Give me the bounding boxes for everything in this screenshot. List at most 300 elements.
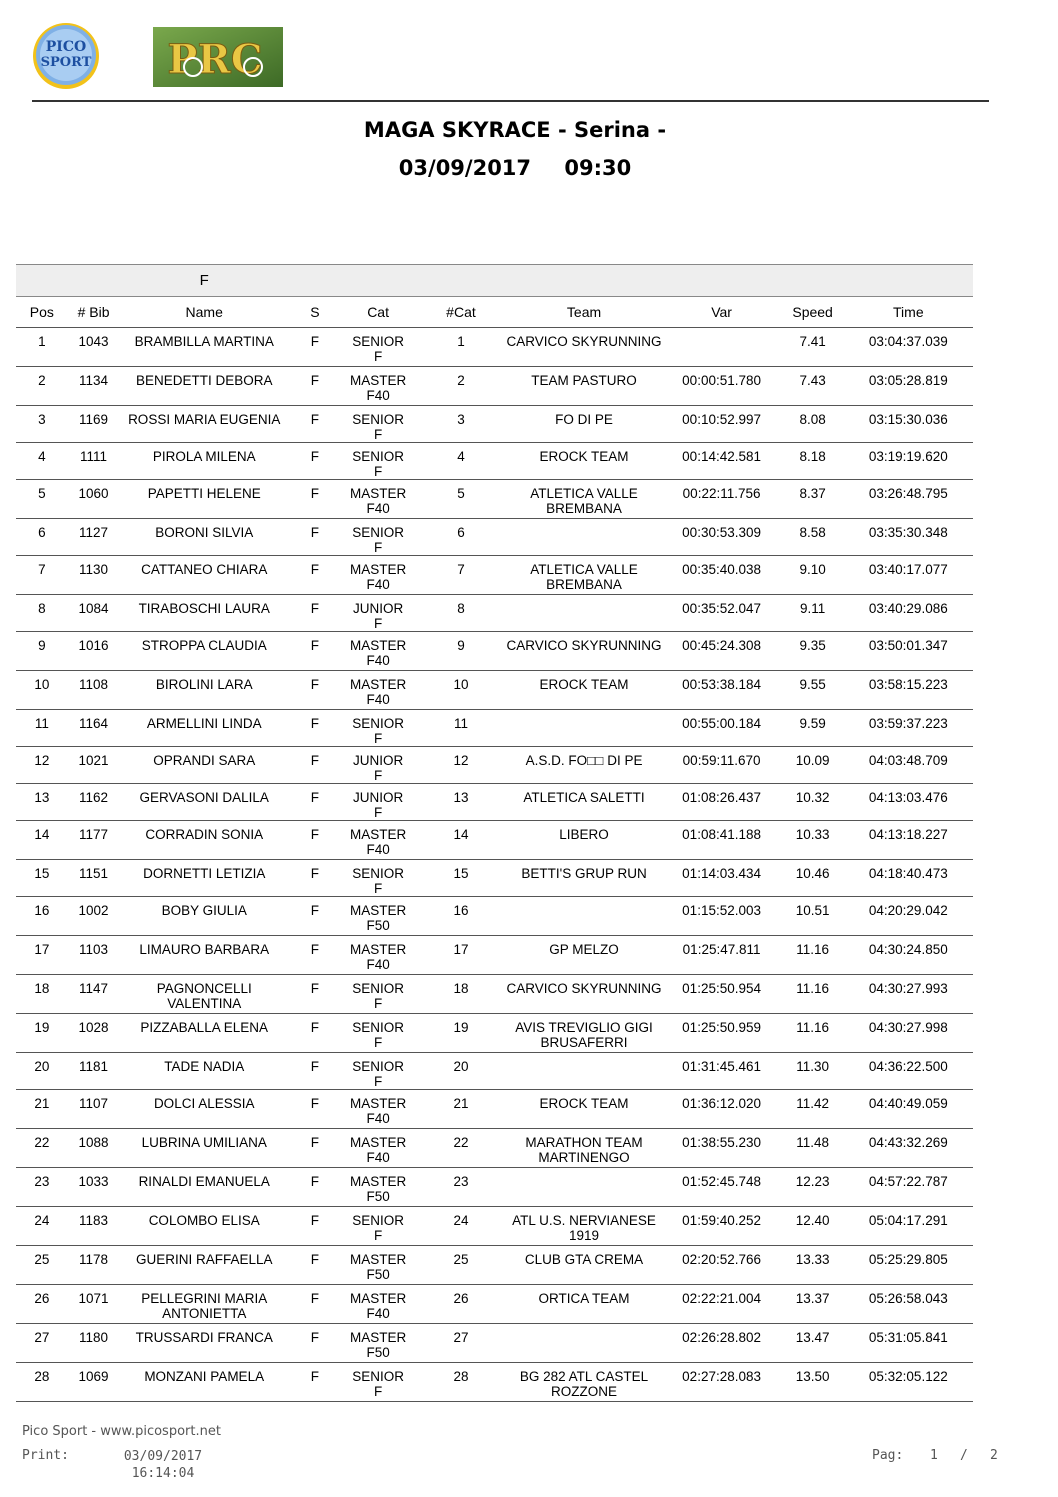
cell-var bbox=[662, 556, 782, 595]
cell-speed-text: 8.18 bbox=[799, 449, 826, 464]
cell-name bbox=[119, 595, 289, 632]
cell-name-text: LIMAURO BARBARA bbox=[139, 942, 270, 957]
col-header-team: Team bbox=[506, 297, 661, 328]
cell-name-text: TRUSSARDI FRANCA bbox=[135, 1330, 273, 1345]
cell-cat-text: MASTER F40 bbox=[349, 486, 407, 516]
cell-speed-text: 10.33 bbox=[795, 827, 830, 842]
cell-var bbox=[662, 367, 782, 406]
cell-time-text: 03:40:29.086 bbox=[868, 601, 948, 616]
cell-speed bbox=[782, 556, 844, 595]
cell-pos-text: 17 bbox=[34, 942, 50, 957]
cell-sex-text: F bbox=[310, 1213, 319, 1228]
cell-time-text: 04:20:29.042 bbox=[868, 903, 948, 918]
cell-bib bbox=[68, 1207, 120, 1246]
cell-bib-text: 1069 bbox=[78, 1369, 109, 1384]
cell-speed bbox=[782, 747, 844, 784]
cell-catpos bbox=[415, 1090, 506, 1129]
cell-cat bbox=[341, 1363, 416, 1402]
cell-bib bbox=[68, 784, 120, 821]
pico-sport-logo bbox=[30, 20, 104, 90]
cell-speed-text: 13.47 bbox=[795, 1330, 830, 1345]
cell-catpos-text: 3 bbox=[457, 412, 465, 427]
cell-cat bbox=[341, 1246, 416, 1285]
cell-catpos bbox=[415, 1207, 506, 1246]
cell-sex bbox=[289, 1129, 341, 1168]
cell-var-text: 00:35:52.047 bbox=[682, 601, 761, 616]
cell-catpos-text: 21 bbox=[453, 1096, 469, 1111]
col-header-cat: Cat bbox=[341, 297, 416, 328]
cell-catpos-text: 15 bbox=[453, 866, 469, 881]
cell-team-text: FO DI PE bbox=[555, 412, 613, 427]
cell-name bbox=[119, 1285, 289, 1324]
footer-page-total: 2 bbox=[990, 1448, 998, 1463]
cell-bib-text: 1021 bbox=[78, 753, 109, 768]
cell-catpos-text: 13 bbox=[453, 790, 469, 805]
cell-var-text: 01:52:45.748 bbox=[682, 1174, 761, 1189]
cell-time bbox=[844, 860, 973, 897]
table-row bbox=[16, 936, 973, 975]
cell-team bbox=[506, 1363, 661, 1402]
cell-time bbox=[844, 519, 973, 556]
cell-cat-text: SENIOR F bbox=[352, 981, 404, 1011]
cell-sex-text: F bbox=[310, 373, 319, 388]
cell-team bbox=[506, 443, 661, 480]
cell-pos-text: 12 bbox=[34, 753, 50, 768]
cell-bib bbox=[68, 632, 120, 671]
cell-pos-text: 5 bbox=[38, 486, 46, 501]
cell-catpos-text: 8 bbox=[457, 601, 465, 616]
cell-team-text: BG 282 ATL CASTEL ROZZONE bbox=[519, 1369, 649, 1399]
cell-team bbox=[506, 784, 661, 821]
cell-time bbox=[844, 1014, 973, 1053]
cell-pos-text: 8 bbox=[38, 601, 46, 616]
cell-bib bbox=[68, 1168, 120, 1207]
cell-var bbox=[662, 784, 782, 821]
cell-name bbox=[119, 519, 289, 556]
cell-bib-text: 1071 bbox=[78, 1291, 109, 1306]
cell-speed bbox=[782, 860, 844, 897]
cell-time bbox=[844, 821, 973, 860]
cell-cat bbox=[341, 519, 416, 556]
cell-team bbox=[506, 556, 661, 595]
cell-cat bbox=[341, 1207, 416, 1246]
cell-var bbox=[662, 897, 782, 936]
cell-pos bbox=[16, 1090, 68, 1129]
cell-speed-text: 9.55 bbox=[799, 677, 826, 692]
cell-bib bbox=[68, 671, 120, 710]
cell-name-text: PELLEGRINI MARIA ANTONIETTA bbox=[141, 1291, 268, 1321]
cell-cat bbox=[341, 556, 416, 595]
cell-pos bbox=[16, 975, 68, 1014]
cell-team-text: ORTICA TEAM bbox=[538, 1291, 630, 1306]
cell-sex-text: F bbox=[310, 1330, 319, 1345]
cell-time-text: 04:30:24.850 bbox=[868, 942, 948, 957]
cell-cat-text: MASTER F50 bbox=[349, 903, 407, 933]
cell-pos bbox=[16, 710, 68, 747]
cell-cat-text: SENIOR F bbox=[352, 866, 404, 896]
cell-bib-text: 1107 bbox=[79, 1096, 109, 1111]
cell-team bbox=[506, 1285, 661, 1324]
cell-time-text: 03:19:19.620 bbox=[868, 449, 948, 464]
cell-sex bbox=[289, 519, 341, 556]
cell-time bbox=[844, 1246, 973, 1285]
cell-var-text: 00:35:40.038 bbox=[682, 562, 761, 577]
footer-pagination bbox=[872, 1448, 998, 1463]
cell-pos bbox=[16, 1207, 68, 1246]
table-row bbox=[16, 1207, 973, 1246]
table-row bbox=[16, 443, 973, 480]
cell-sex bbox=[289, 1014, 341, 1053]
cell-var bbox=[662, 1207, 782, 1246]
cell-catpos-text: 10 bbox=[453, 677, 469, 692]
cell-cat bbox=[341, 784, 416, 821]
cell-catpos-text: 18 bbox=[453, 981, 469, 996]
cell-sex-text: F bbox=[310, 1096, 319, 1111]
cell-team-text: CARVICO SKYRUNNING bbox=[506, 981, 662, 996]
cell-pos-text: 20 bbox=[34, 1059, 50, 1074]
cell-speed bbox=[782, 1207, 844, 1246]
cell-sex-text: F bbox=[310, 1174, 319, 1189]
cell-bib bbox=[68, 1246, 120, 1285]
cell-pos bbox=[16, 936, 68, 975]
cell-sex-text: F bbox=[310, 525, 319, 540]
cell-catpos bbox=[415, 328, 506, 367]
cell-bib-text: 1088 bbox=[78, 1135, 109, 1150]
cell-cat bbox=[341, 1324, 416, 1363]
cell-speed bbox=[782, 367, 844, 406]
cell-catpos bbox=[415, 936, 506, 975]
cell-speed bbox=[782, 519, 844, 556]
cell-cat bbox=[341, 1129, 416, 1168]
cell-var-text: 01:36:12.020 bbox=[682, 1096, 761, 1111]
cell-speed-text: 10.32 bbox=[795, 790, 830, 805]
table-row bbox=[16, 975, 973, 1014]
cell-sex-text: F bbox=[310, 449, 319, 464]
cell-speed-text: 11.48 bbox=[796, 1135, 829, 1150]
cell-catpos-text: 7 bbox=[457, 562, 465, 577]
cell-time bbox=[844, 632, 973, 671]
cell-sex bbox=[289, 936, 341, 975]
cell-sex bbox=[289, 784, 341, 821]
cell-cat bbox=[341, 975, 416, 1014]
cell-time bbox=[844, 784, 973, 821]
cell-name-text: PIROLA MILENA bbox=[152, 449, 256, 464]
cell-pos-text: 23 bbox=[34, 1174, 50, 1189]
cell-bib bbox=[68, 1129, 120, 1168]
cell-team bbox=[506, 1207, 661, 1246]
cell-speed-text: 12.23 bbox=[795, 1174, 830, 1189]
cell-catpos-text: 9 bbox=[457, 638, 465, 653]
cell-pos bbox=[16, 1324, 68, 1363]
cell-pos-text: 18 bbox=[34, 981, 50, 996]
cell-team-text bbox=[506, 519, 661, 525]
cell-pos-text: 7 bbox=[38, 562, 46, 577]
cell-sex bbox=[289, 367, 341, 406]
cell-cat bbox=[341, 1285, 416, 1324]
cell-catpos bbox=[415, 519, 506, 556]
cell-catpos bbox=[415, 897, 506, 936]
cell-bib-text: 1183 bbox=[79, 1213, 109, 1228]
footer-print-time: 16:14:04 bbox=[131, 1466, 195, 1481]
cell-name bbox=[119, 556, 289, 595]
cell-team-text bbox=[506, 1168, 661, 1174]
cell-time-text: 03:59:37.223 bbox=[868, 716, 948, 731]
cell-pos-text: 19 bbox=[34, 1020, 50, 1035]
cell-catpos-text: 1 bbox=[457, 334, 465, 349]
cell-pos-text: 15 bbox=[34, 866, 50, 881]
cell-name bbox=[119, 1324, 289, 1363]
cell-time bbox=[844, 406, 973, 443]
cell-catpos bbox=[415, 406, 506, 443]
cell-time bbox=[844, 1053, 973, 1090]
cell-speed-text: 7.41 bbox=[799, 334, 826, 349]
cell-name bbox=[119, 328, 289, 367]
cell-team-text: CLUB GTA CREMA bbox=[524, 1252, 644, 1267]
cell-name-text: PAGNONCELLI VALENTINA bbox=[156, 981, 252, 1011]
table-row bbox=[16, 1090, 973, 1129]
cell-team-text: EROCK TEAM bbox=[539, 677, 629, 692]
cell-var-text: 02:22:21.004 bbox=[682, 1291, 761, 1306]
table-row bbox=[16, 1324, 973, 1363]
cell-time bbox=[844, 671, 973, 710]
cell-catpos bbox=[415, 1014, 506, 1053]
cell-name bbox=[119, 480, 289, 519]
cell-team-text: GP MELZO bbox=[549, 942, 619, 957]
cell-name bbox=[119, 784, 289, 821]
cell-var bbox=[662, 1285, 782, 1324]
cell-bib bbox=[68, 328, 120, 367]
cell-cat bbox=[341, 480, 416, 519]
race-datetime bbox=[0, 156, 1030, 180]
cell-bib bbox=[68, 443, 120, 480]
cell-cat bbox=[341, 1014, 416, 1053]
cell-team-text: ATLETICA VALLE BREMBANA bbox=[530, 486, 638, 516]
cell-pos bbox=[16, 443, 68, 480]
cell-bib bbox=[68, 710, 120, 747]
cell-sex-text: F bbox=[310, 486, 319, 501]
cell-speed-text: 9.35 bbox=[799, 638, 826, 653]
column-header-row bbox=[16, 297, 973, 328]
cell-cat bbox=[341, 1168, 416, 1207]
cell-team bbox=[506, 367, 661, 406]
cell-team-text: EROCK TEAM bbox=[539, 449, 629, 464]
cell-name-text: DORNETTI LETIZIA bbox=[143, 866, 266, 881]
cell-var-text: 00:59:11.670 bbox=[682, 753, 761, 768]
cell-cat-text: SENIOR F bbox=[352, 525, 404, 555]
cell-catpos bbox=[415, 1324, 506, 1363]
cell-sex bbox=[289, 595, 341, 632]
cell-sex-text: F bbox=[310, 942, 319, 957]
cell-pos-text: 6 bbox=[38, 525, 46, 540]
table-row bbox=[16, 1363, 973, 1402]
cell-cat bbox=[341, 406, 416, 443]
cell-sex bbox=[289, 443, 341, 480]
cell-team-text: A.S.D. FO□□ DI PE bbox=[525, 753, 643, 768]
cell-var bbox=[662, 710, 782, 747]
cell-pos-text: 22 bbox=[34, 1135, 50, 1150]
cell-cat bbox=[341, 595, 416, 632]
table-row bbox=[16, 406, 973, 443]
cell-name-text: ARMELLINI LINDA bbox=[146, 716, 262, 731]
cell-team bbox=[506, 595, 661, 632]
cell-var bbox=[662, 975, 782, 1014]
cell-bib bbox=[68, 860, 120, 897]
cell-sex bbox=[289, 1246, 341, 1285]
cell-speed-text: 10.46 bbox=[795, 866, 830, 881]
cell-bib-text: 1002 bbox=[78, 903, 109, 918]
cell-time bbox=[844, 1129, 973, 1168]
cell-speed-text: 11.16 bbox=[796, 942, 829, 957]
cell-name bbox=[119, 1014, 289, 1053]
cell-pos-text: 16 bbox=[34, 903, 50, 918]
cell-sex-text: F bbox=[310, 1369, 319, 1384]
cell-speed bbox=[782, 936, 844, 975]
cell-team-text: ATL U.S. NERVIANESE 1919 bbox=[512, 1213, 656, 1243]
cell-name-text: DOLCI ALESSIA bbox=[153, 1096, 255, 1111]
cell-speed bbox=[782, 1168, 844, 1207]
cell-time-text: 03:58:15.223 bbox=[868, 677, 948, 692]
cell-catpos bbox=[415, 1168, 506, 1207]
col-header-speed: Speed bbox=[782, 297, 844, 328]
cell-bib-text: 1164 bbox=[79, 716, 109, 731]
cell-var-text bbox=[662, 328, 782, 334]
table-row bbox=[16, 784, 973, 821]
cell-catpos-text: 5 bbox=[457, 486, 465, 501]
cell-team-text: CARVICO SKYRUNNING bbox=[506, 334, 662, 349]
cell-team-text bbox=[506, 1324, 661, 1330]
cell-time bbox=[844, 747, 973, 784]
cell-catpos-text: 14 bbox=[453, 827, 469, 842]
cell-sex bbox=[289, 1090, 341, 1129]
cell-team-text: ATLETICA SALETTI bbox=[523, 790, 645, 805]
cell-sex-text: F bbox=[310, 601, 319, 616]
table-row bbox=[16, 556, 973, 595]
cell-cat-text: SENIOR F bbox=[352, 412, 404, 442]
cell-time bbox=[844, 710, 973, 747]
cell-time bbox=[844, 975, 973, 1014]
results-table bbox=[16, 264, 973, 1402]
cell-time bbox=[844, 556, 973, 595]
cell-bib bbox=[68, 406, 120, 443]
cell-team-text: BETTI'S GRUP RUN bbox=[521, 866, 647, 881]
cell-pos-text: 10 bbox=[34, 677, 50, 692]
cell-pos bbox=[16, 556, 68, 595]
cell-speed-text: 13.37 bbox=[795, 1291, 830, 1306]
cell-team bbox=[506, 1014, 661, 1053]
cell-catpos bbox=[415, 671, 506, 710]
cell-name-text: COLOMBO ELISA bbox=[148, 1213, 260, 1228]
cell-sex-text: F bbox=[310, 1291, 319, 1306]
cell-sex bbox=[289, 1363, 341, 1402]
cell-sex bbox=[289, 1207, 341, 1246]
cell-team bbox=[506, 936, 661, 975]
cell-sex bbox=[289, 406, 341, 443]
cell-pos bbox=[16, 821, 68, 860]
cell-catpos-text: 20 bbox=[453, 1059, 469, 1074]
cell-pos bbox=[16, 632, 68, 671]
cell-cat-text: MASTER F40 bbox=[349, 638, 407, 668]
cell-var-text: 00:00:51.780 bbox=[682, 373, 761, 388]
cell-speed-text: 8.37 bbox=[799, 486, 826, 501]
cell-sex bbox=[289, 821, 341, 860]
cell-var bbox=[662, 632, 782, 671]
table-row bbox=[16, 1285, 973, 1324]
cell-time-text: 04:30:27.998 bbox=[868, 1020, 948, 1035]
cell-catpos-text: 16 bbox=[453, 903, 469, 918]
cell-sex-text: F bbox=[310, 1252, 319, 1267]
cell-cat-text: MASTER F40 bbox=[349, 1135, 407, 1165]
cell-bib bbox=[68, 1090, 120, 1129]
group-label: F bbox=[119, 265, 289, 297]
header-rule bbox=[32, 100, 989, 102]
cell-name bbox=[119, 1053, 289, 1090]
cell-catpos bbox=[415, 821, 506, 860]
cell-bib-text: 1178 bbox=[79, 1252, 109, 1267]
cell-time bbox=[844, 897, 973, 936]
cell-cat bbox=[341, 1090, 416, 1129]
cell-team-text: TEAM PASTURO bbox=[531, 373, 637, 388]
cell-var bbox=[662, 443, 782, 480]
table-row bbox=[16, 671, 973, 710]
cell-name-text: BOBY GIULIA bbox=[161, 903, 247, 918]
cell-team bbox=[506, 519, 661, 556]
cell-speed bbox=[782, 443, 844, 480]
cell-bib-text: 1162 bbox=[79, 790, 109, 805]
cell-time-text: 03:15:30.036 bbox=[868, 412, 948, 427]
cell-bib bbox=[68, 821, 120, 860]
cell-bib-text: 1043 bbox=[78, 334, 109, 349]
cell-catpos bbox=[415, 367, 506, 406]
cell-time-text: 04:18:40.473 bbox=[868, 866, 948, 881]
cell-catpos bbox=[415, 747, 506, 784]
cell-speed bbox=[782, 897, 844, 936]
cell-sex-text: F bbox=[310, 753, 319, 768]
cell-catpos bbox=[415, 1246, 506, 1285]
cell-var-text: 01:25:47.811 bbox=[682, 942, 761, 957]
cell-pos-text: 21 bbox=[34, 1096, 50, 1111]
cell-name-text: OPRANDI SARA bbox=[153, 753, 256, 768]
cell-bib-text: 1111 bbox=[80, 449, 108, 464]
cell-time bbox=[844, 936, 973, 975]
race-time: 09:30 bbox=[564, 156, 632, 180]
cell-var bbox=[662, 480, 782, 519]
cell-time bbox=[844, 1207, 973, 1246]
table-row bbox=[16, 595, 973, 632]
footer-print-date: 03/09/2017 bbox=[123, 1449, 203, 1464]
cell-speed-text: 11.16 bbox=[796, 1020, 829, 1035]
cell-speed bbox=[782, 821, 844, 860]
cell-sex bbox=[289, 897, 341, 936]
cell-sex-text: F bbox=[310, 1020, 319, 1035]
cell-var-text: 01:38:55.230 bbox=[682, 1135, 761, 1150]
cell-cat-text: MASTER F50 bbox=[349, 1252, 407, 1282]
cell-catpos bbox=[415, 556, 506, 595]
cell-speed bbox=[782, 1129, 844, 1168]
cell-pos bbox=[16, 406, 68, 443]
cell-name-text: GUERINI RAFFAELLA bbox=[135, 1252, 273, 1267]
cell-sex-text: F bbox=[310, 716, 319, 731]
cell-team bbox=[506, 897, 661, 936]
cell-team bbox=[506, 480, 661, 519]
cell-speed-text: 10.51 bbox=[795, 903, 830, 918]
race-date: 03/09/2017 bbox=[398, 156, 532, 180]
cell-catpos-text: 6 bbox=[457, 525, 465, 540]
cell-pos bbox=[16, 1285, 68, 1324]
cell-name-text: BENEDETTI DEBORA bbox=[135, 373, 273, 388]
cell-catpos bbox=[415, 595, 506, 632]
cell-speed-text: 9.10 bbox=[799, 562, 826, 577]
cell-time-text: 04:13:18.227 bbox=[868, 827, 948, 842]
